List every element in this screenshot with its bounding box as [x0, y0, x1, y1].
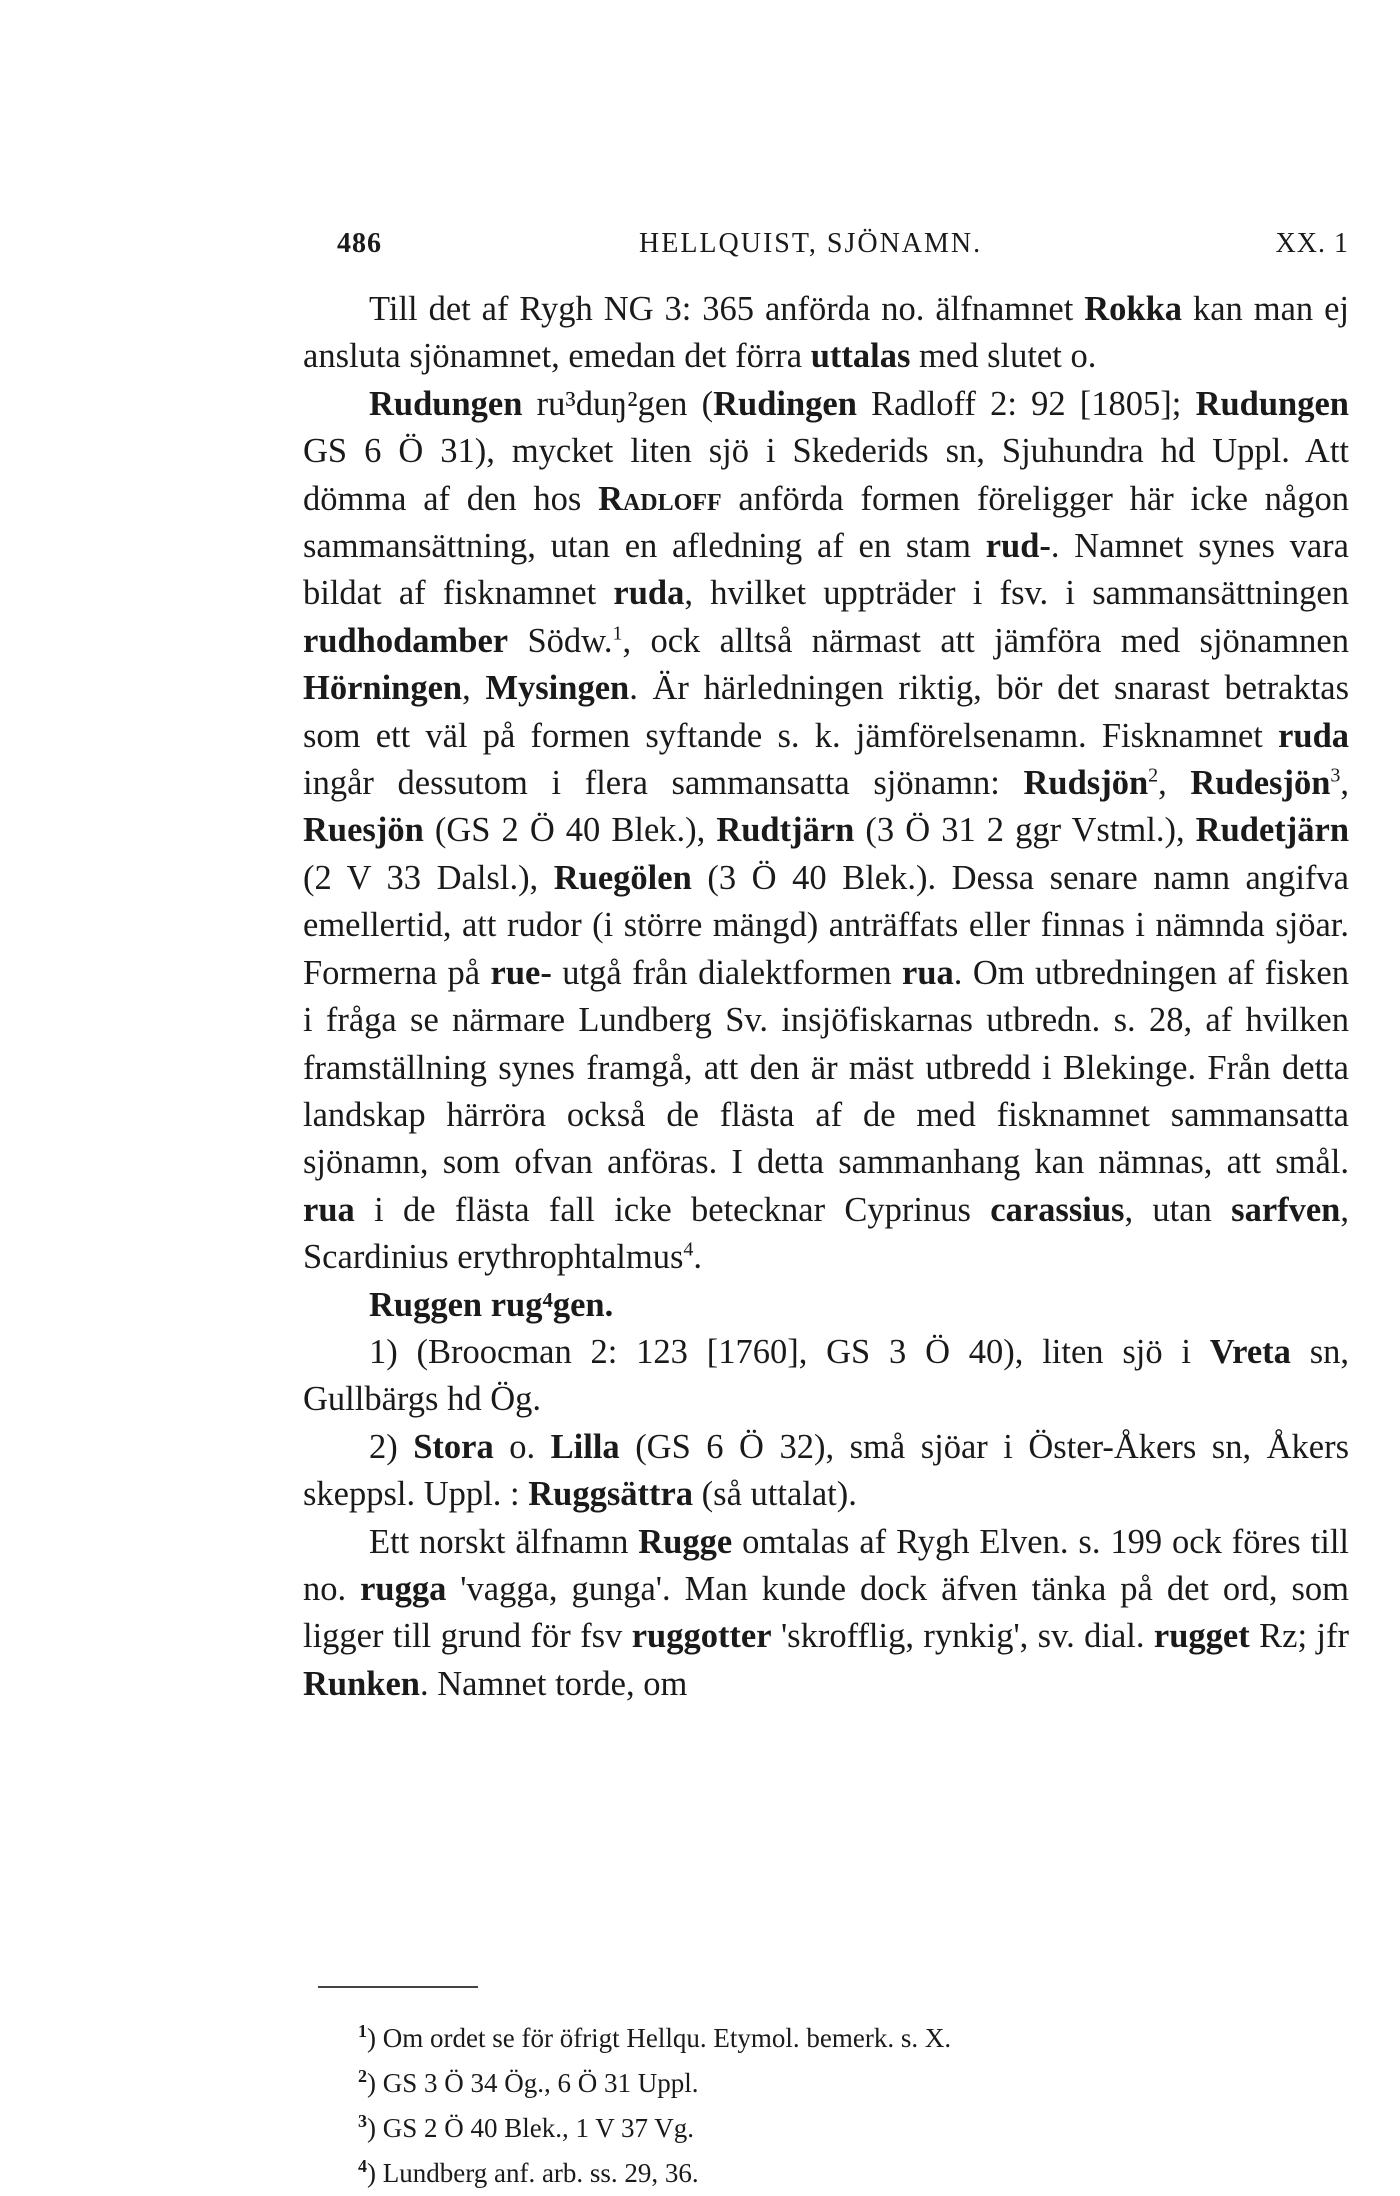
text: , ock alltså närmast att jämföra med sjönamnen	[622, 621, 1349, 660]
author-name: Radloff	[598, 479, 722, 518]
entry-headword: Ruggen	[369, 1285, 483, 1324]
term-uttalas: uttalas	[810, 337, 911, 376]
text: Till det af Rygh NG 3: 365 anförda no. älfnamnet	[369, 290, 1085, 328]
pronunciation: ru³duŋ²gen	[522, 384, 688, 423]
text: Ett norskt älfnamn	[369, 1522, 639, 1561]
ruggen-discussion	[303, 1519, 1349, 1709]
term: ruda	[1278, 716, 1349, 755]
text: (3 Ö 31 2 ggr Vstml.),	[854, 811, 1196, 850]
term: Lilla	[550, 1427, 620, 1466]
term: Rudingen	[713, 384, 857, 423]
term: rua	[303, 1190, 355, 1229]
text: (GS 6 Ö 32), små sjöar i Öster-Åkers sn, Åkers skeppsl. Uppl. :	[303, 1427, 1349, 1514]
text: o.	[493, 1427, 551, 1466]
term: rugget	[1153, 1617, 1250, 1656]
footnote	[358, 2151, 1258, 2196]
text: . Namnet synes vara bildat af fisknamnet	[303, 527, 1349, 613]
page-number: 486	[337, 228, 382, 259]
term: Ruesjön	[303, 811, 424, 850]
term-rokka: Rokka	[1084, 290, 1183, 328]
running-header	[337, 228, 1349, 268]
text: utgå från dialektformen	[551, 953, 903, 992]
text: (så uttalat).	[693, 1475, 857, 1514]
ruggen-sense-2	[303, 1424, 1349, 1519]
term: Mysingen	[485, 669, 630, 708]
term: Rudsjön	[1023, 764, 1149, 803]
term: Hörningen	[303, 669, 463, 708]
term: Rudungen	[1195, 384, 1349, 423]
text: .	[693, 1238, 703, 1277]
entry-ruggen	[303, 1282, 1349, 1329]
footnote-ref: 3	[1330, 764, 1341, 787]
term: rugga	[360, 1569, 447, 1608]
footnote-mark: 4	[358, 2156, 367, 2176]
text: , utan	[1124, 1190, 1232, 1229]
text: , Scardinius erythrophtalmus	[303, 1190, 1349, 1277]
footnote-text: ) Lundberg anf. arb. ss. 29, 36.	[367, 2158, 699, 2188]
footnote-text: ) Om ordet se för öfrigt Hellqu. Etymol. bemerk. s. X.	[367, 2023, 952, 2053]
text: omtalas af Rygh Elven. s. 199 ock föres till no.	[303, 1522, 1349, 1608]
text: 1) (Broocman 2: 123 [1760], GS 3 Ö 40), liten sjö i	[369, 1332, 1210, 1371]
footnote	[358, 2106, 1258, 2151]
text: , hvilket uppträder i fsv. i sammansättningen	[684, 574, 1349, 613]
term: sarfven	[1231, 1190, 1341, 1229]
term: Ruggsättra	[528, 1475, 694, 1514]
entry-headword: Rudungen	[369, 384, 523, 423]
text: 2)	[369, 1427, 414, 1466]
footnote-ref: 1	[612, 622, 623, 645]
text: (	[687, 384, 714, 423]
text: . Är härledningen riktig, bör det snarast betraktas som ett väl på formen syftande s. k. jämförelsenamn. Fisknamnet	[303, 669, 1349, 755]
text: (GS 2 Ö 40 Blek.),	[423, 811, 717, 850]
footnotes	[358, 2016, 1258, 2196]
running-title: HELLQUIST, SJÖNAMN.	[639, 228, 983, 259]
term: Rudetjärn	[1195, 811, 1350, 850]
text: i de flästa fall icke betecknar Cyprinus	[354, 1190, 991, 1229]
text: ingår dessutom i flera sammansatta sjönamn:	[303, 764, 1024, 803]
text: ,	[1158, 764, 1191, 803]
footnote-mark: 3	[358, 2111, 367, 2131]
term: carassius	[990, 1190, 1125, 1229]
term: rue-	[490, 953, 552, 992]
footnote-text: ) GS 2 Ö 40 Blek., 1 V 37 Vg.	[367, 2113, 695, 2143]
text: Radloff 2: 92 [1805];	[856, 384, 1196, 423]
text: GS 6 Ö 31), mycket liten sjö i Skederids sn, Sjuhundra hd Uppl. Att dömma af den hos	[303, 432, 1349, 518]
term: Ruegölen	[553, 858, 692, 897]
main-text	[303, 286, 1349, 1708]
text: ,	[462, 669, 486, 708]
footnote-ref: 2	[1148, 764, 1159, 787]
footnote-separator	[318, 1986, 478, 1988]
text: anförda formen föreligger här icke någon sammansättning, utan en afledning af en stam	[303, 479, 1349, 566]
text: (2 V 33 Dalsl.),	[303, 858, 554, 897]
text: med slutet o.	[910, 337, 1097, 376]
footnote-mark: 1	[358, 2021, 367, 2041]
text: Rz; jfr	[1249, 1617, 1349, 1656]
section-number: XX. 1	[1275, 228, 1349, 259]
term: ruggotter	[631, 1617, 772, 1656]
text: sn, Gullbärgs hd Ög.	[303, 1332, 1349, 1419]
text: Södw.	[508, 621, 613, 660]
text: . Namnet torde, om	[419, 1664, 688, 1703]
text: (3 Ö 40 Blek.). Dessa senare namn angifva emellertid, att rudor (i större mängd) anträffats eller finnas i nämnda sjöar. Formerna på	[303, 858, 1349, 992]
text: kan man ej ansluta sjönamnet, emedan det förra	[303, 290, 1349, 376]
term: Stora	[413, 1427, 494, 1466]
text: 'vagga, gunga'. Man kunde dock äfven tänka på det ord, som ligger till grund för fsv	[303, 1569, 1350, 1656]
term: rua	[902, 953, 954, 992]
text: ,	[1340, 764, 1350, 803]
footnote-mark: 2	[358, 2066, 367, 2086]
term: Runken	[303, 1664, 420, 1703]
entry-rudungen	[303, 381, 1349, 1282]
term: rudhodamber	[303, 621, 509, 660]
term: Rudesjön	[1190, 764, 1331, 803]
term: rud-	[985, 527, 1051, 566]
footnote	[358, 2016, 1258, 2061]
footnote-text: ) GS 3 Ö 34 Ög., 6 Ö 31 Uppl.	[367, 2068, 699, 2098]
footnote-ref: 4	[683, 1238, 694, 1261]
term: Rudtjärn	[716, 811, 855, 850]
paragraph-rokka	[303, 286, 1349, 381]
term: Vreta	[1209, 1332, 1291, 1371]
text: . Om utbredningen af fisken i fråga se närmare Lundberg Sv. insjöfiskarnas utbredn. s. 28, af hvilken framställning synes framgå, att den är mäst utbredd i Blekinge. Från detta landskap härröra också de flästa af de med fisknamnet sammansatta sjönamn, som ofvan anföras. I detta sammanhang kan nämnas, att smål.	[303, 953, 1349, 1182]
pronunciation: rug⁴gen.	[482, 1285, 614, 1324]
text: 'skrofflig, rynkig', sv. dial.	[771, 1617, 1154, 1656]
term: Rugge	[638, 1522, 733, 1561]
term: ruda	[613, 574, 685, 613]
ruggen-sense-1	[303, 1329, 1349, 1424]
footnote	[358, 2061, 1258, 2106]
